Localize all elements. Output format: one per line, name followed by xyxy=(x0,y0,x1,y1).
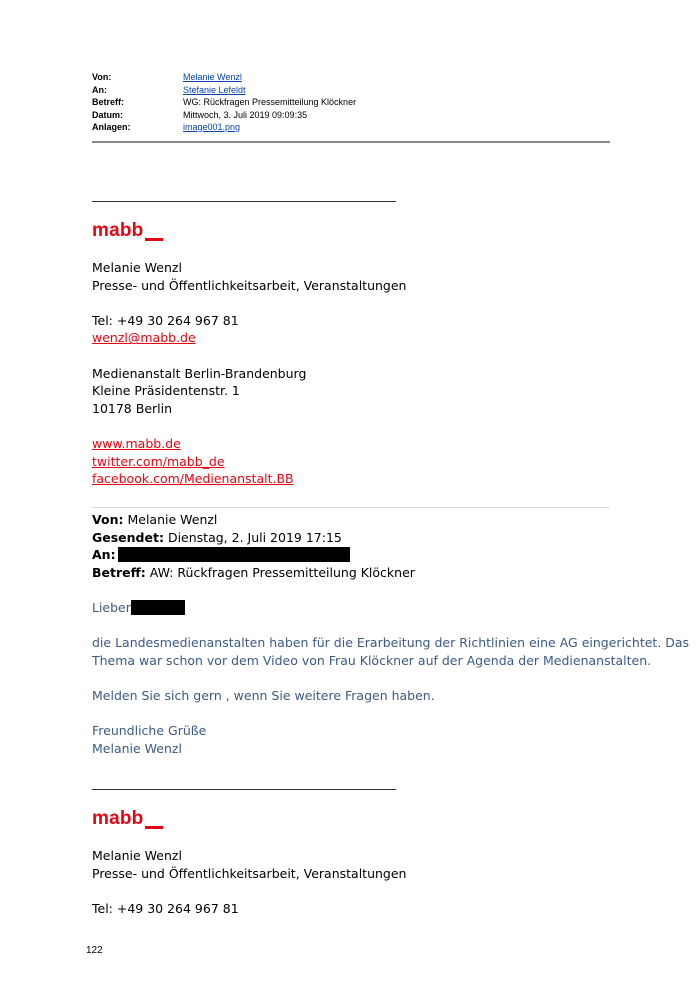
closing: Freundliche Grüße xyxy=(92,723,207,739)
email-header xyxy=(92,71,610,134)
signature-web-link[interactable]: www.mabb.de xyxy=(92,435,181,451)
greeting: Lieber xyxy=(92,600,131,615)
paragraph-line: Thema war schon vor dem Video von Frau Klöckner auf der Agenda der Medienanstalten. xyxy=(92,652,652,668)
quoted-subject-label: Betreff: xyxy=(92,564,146,580)
signature-tel: Tel: +49 30 264 967 81 xyxy=(92,900,239,916)
header-from-row xyxy=(92,71,610,84)
logo-underscore xyxy=(145,826,163,829)
signature-role: Presse- und Öffentlichkeitsarbeit, Veranstaltungen xyxy=(92,277,407,293)
header-from-link[interactable]: Melanie Wenzl xyxy=(183,72,242,82)
quoted-header xyxy=(92,511,415,581)
header-label: Betreff: xyxy=(92,97,125,107)
logo-underscore xyxy=(145,238,163,241)
signature-city: 10178 Berlin xyxy=(92,400,173,416)
logo-text: mabb xyxy=(92,808,144,829)
redaction-bar xyxy=(118,547,350,562)
signature-divider xyxy=(92,201,396,202)
quoted-from-value: Melanie Wenzl xyxy=(127,512,218,527)
signature-org: Medienanstalt Berlin-Brandenburg xyxy=(92,365,307,381)
signature-role: Presse- und Öffentlichkeitsarbeit, Veranstaltungen xyxy=(92,865,407,881)
header-subject-value: WG: Rückfragen Pressemitteilung Klöckner xyxy=(183,97,357,107)
quote-separator xyxy=(92,507,610,508)
signature-name: Melanie Wenzl xyxy=(92,260,182,275)
page-number: 122 xyxy=(86,945,103,956)
signature-block xyxy=(92,847,406,917)
quoted-subject-value: AW: Rückfragen Pressemitteilung Klöckner xyxy=(149,564,415,580)
paragraph: Melden Sie sich gern , wenn Sie weitere Fragen haben. xyxy=(92,687,435,703)
paragraph-line: die Landesmedienanstalten haben für die Erarbeitung der Richtlinien eine AG eingerichtet. Das xyxy=(92,635,690,651)
header-divider xyxy=(92,141,610,143)
header-label: An: xyxy=(92,84,107,95)
signature-block xyxy=(92,259,406,488)
header-date-value: Mittwoch, 3. Juli 2019 09:09:35 xyxy=(183,109,308,120)
signature-name: Melanie Wenzl xyxy=(92,848,182,863)
header-label: Anlagen: xyxy=(92,122,131,132)
message-body xyxy=(92,599,689,757)
mabb-logo xyxy=(92,221,182,245)
logo-text: mabb xyxy=(92,220,144,241)
mabb-logo xyxy=(92,809,182,833)
header-date-row xyxy=(92,109,610,122)
header-attachments-row xyxy=(92,121,610,134)
redaction-bar xyxy=(131,600,185,615)
quoted-from-label: Von: xyxy=(92,512,124,527)
header-label: Von: xyxy=(92,72,112,82)
signature-twitter-link[interactable]: twitter.com/mabb_de xyxy=(92,453,225,469)
closing-name: Melanie Wenzl xyxy=(92,740,182,756)
attachment-link[interactable]: image001.png xyxy=(183,122,241,132)
quoted-sent-label: Gesendet: xyxy=(92,529,164,545)
header-label: Datum: xyxy=(92,109,123,120)
header-to-link[interactable]: Stefanie Lefeldt xyxy=(183,84,246,95)
signature-email-link[interactable]: wenzl@mabb.de xyxy=(92,330,196,346)
header-to-row xyxy=(92,84,610,97)
header-subject-row xyxy=(92,96,610,109)
signature-facebook-link[interactable]: facebook.com/Medienanstalt.BB xyxy=(92,471,294,487)
signature-street: Kleine Präsidentenstr. 1 xyxy=(92,383,240,399)
signature-tel: Tel: +49 30 264 967 81 xyxy=(92,312,239,328)
quoted-to-label: An: xyxy=(92,547,116,563)
quoted-sent-value: Dienstag, 2. Juli 2019 17:15 xyxy=(167,529,342,545)
signature-divider xyxy=(92,789,396,790)
